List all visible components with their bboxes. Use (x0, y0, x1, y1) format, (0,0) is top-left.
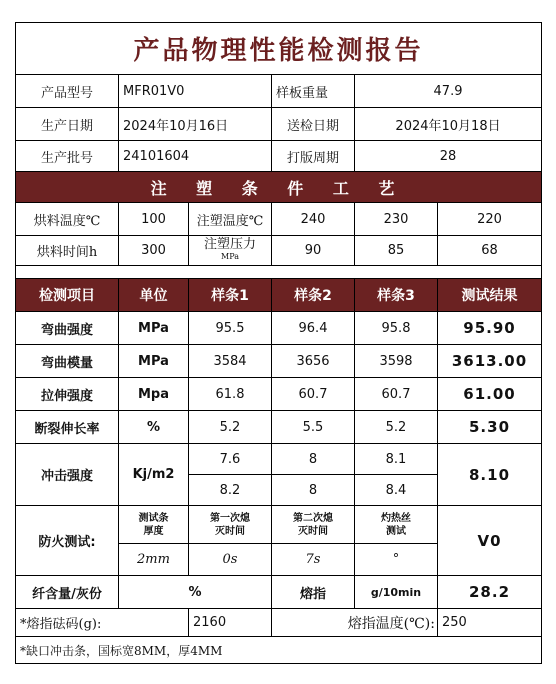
prod-date-label: 生产日期 (16, 108, 119, 141)
row-sample-2: 3656 (272, 345, 355, 378)
footer-weight-value: 2160 (189, 609, 272, 637)
fire-item: 防火测试: (16, 506, 119, 576)
fire-h1: 测试条 厚度 (119, 506, 189, 544)
row-unit: Mpa (119, 378, 189, 411)
inj-press-label-cell (189, 236, 272, 266)
report-title: 产品物理性能检测报告 (16, 23, 542, 75)
header-sample-2: 样条2 (272, 279, 355, 312)
impact-item: 冲击强度 (16, 444, 119, 506)
row-sample-3: 3598 (355, 345, 438, 378)
model-label: 产品型号 (16, 75, 119, 108)
impact-r2-s1: 8.2 (189, 475, 272, 506)
row-sample-1: 61.8 (189, 378, 272, 411)
row-unit: MPa (119, 345, 189, 378)
impact-r2-s2: 8 (272, 475, 355, 506)
fiber-item: 纤含量/灰份 (16, 576, 119, 609)
header-result: 测试结果 (438, 279, 542, 312)
row-unit: MPa (119, 312, 189, 345)
impact-r1-s1: 7.6 (189, 444, 272, 475)
inj-temp-value-3: 220 (438, 203, 542, 236)
inj-press-value-1: 90 (272, 236, 355, 266)
row-sample-1: 5.2 (189, 411, 272, 444)
row-result: 61.00 (438, 378, 542, 411)
report-table (15, 22, 542, 664)
inj-press-unit: MPa (221, 251, 239, 261)
header-sample-1: 样条1 (189, 279, 272, 312)
row-sample-3: 95.8 (355, 312, 438, 345)
footer-melt-temp-value: 250 (438, 609, 542, 637)
fire-h3: 第二次熄 灭时间 (272, 506, 355, 544)
fire-v3: 7s (272, 544, 355, 576)
inj-press-label: 注塑压力 (203, 236, 256, 252)
row-sample-2: 5.5 (272, 411, 355, 444)
table-row (16, 345, 542, 378)
header-unit: 单位 (119, 279, 189, 312)
prod-date-value: 2024年10月16日 (119, 108, 272, 141)
fire-h2: 第一次熄 灭时间 (189, 506, 272, 544)
row-item: 弯曲模量 (16, 345, 119, 378)
sent-date-label: 送检日期 (272, 108, 355, 141)
impact-r2-s3: 8.4 (355, 475, 438, 506)
fire-v4: ° (355, 544, 438, 576)
weight-value: 47.9 (355, 75, 542, 108)
melt-unit: g/10min (355, 576, 438, 609)
process-section-title: 注 塑 条 件 工 艺 (16, 172, 542, 203)
inj-temp-value-2: 230 (355, 203, 438, 236)
footer-note: *缺口冲击条，国标宽8MM，厚4MM (16, 637, 542, 664)
row-unit: % (119, 411, 189, 444)
dry-temp-label: 烘料温度℃ (16, 203, 119, 236)
row-item: 弯曲强度 (16, 312, 119, 345)
header-sample-3: 样条3 (355, 279, 438, 312)
impact-r1-s2: 8 (272, 444, 355, 475)
sent-date-value: 2024年10月18日 (355, 108, 542, 141)
impact-unit: Kj/m2 (119, 444, 189, 506)
report-sheet (15, 22, 541, 664)
row-sample-3: 5.2 (355, 411, 438, 444)
dry-time-label: 烘料时间h (16, 236, 119, 266)
row-result: 5.30 (438, 411, 542, 444)
weight-label: 样板重量 (272, 75, 355, 108)
row-sample-3: 60.7 (355, 378, 438, 411)
fire-v2: 0s (189, 544, 272, 576)
batch-value: 24101604 (119, 141, 272, 172)
table-row (16, 411, 542, 444)
row-result: 3613.00 (438, 345, 542, 378)
spacer-row (16, 266, 542, 279)
impact-r1-s3: 8.1 (355, 444, 438, 475)
header-item: 检测项目 (16, 279, 119, 312)
inj-press-value-3: 68 (438, 236, 542, 266)
impact-result: 8.10 (438, 444, 542, 506)
row-sample-2: 60.7 (272, 378, 355, 411)
row-sample-1: 3584 (189, 345, 272, 378)
model-value: MFR01V0 (119, 75, 272, 108)
dry-time-value: 300 (119, 236, 189, 266)
fire-result: V0 (438, 506, 542, 576)
cycle-label: 打版周期 (272, 141, 355, 172)
row-item: 断裂伸长率 (16, 411, 119, 444)
cycle-value: 28 (355, 141, 542, 172)
inj-temp-value-1: 240 (272, 203, 355, 236)
row-sample-2: 96.4 (272, 312, 355, 345)
fiber-unit: % (119, 576, 272, 609)
footer-weight-label: *熔指砝码(g): (16, 609, 189, 637)
footer-melt-temp-label: 熔指温度(℃): (272, 609, 438, 637)
melt-label: 熔指 (272, 576, 355, 609)
inj-press-value-2: 85 (355, 236, 438, 266)
dry-temp-value: 100 (119, 203, 189, 236)
fire-v1: 2mm (119, 544, 189, 576)
row-sample-1: 95.5 (189, 312, 272, 345)
row-result: 95.90 (438, 312, 542, 345)
inj-temp-label: 注塑温度℃ (189, 203, 272, 236)
fire-h4: 灼热丝 测试 (355, 506, 438, 544)
table-row (16, 378, 542, 411)
row-item: 拉伸强度 (16, 378, 119, 411)
table-row (16, 312, 542, 345)
melt-result: 28.2 (438, 576, 542, 609)
batch-label: 生产批号 (16, 141, 119, 172)
